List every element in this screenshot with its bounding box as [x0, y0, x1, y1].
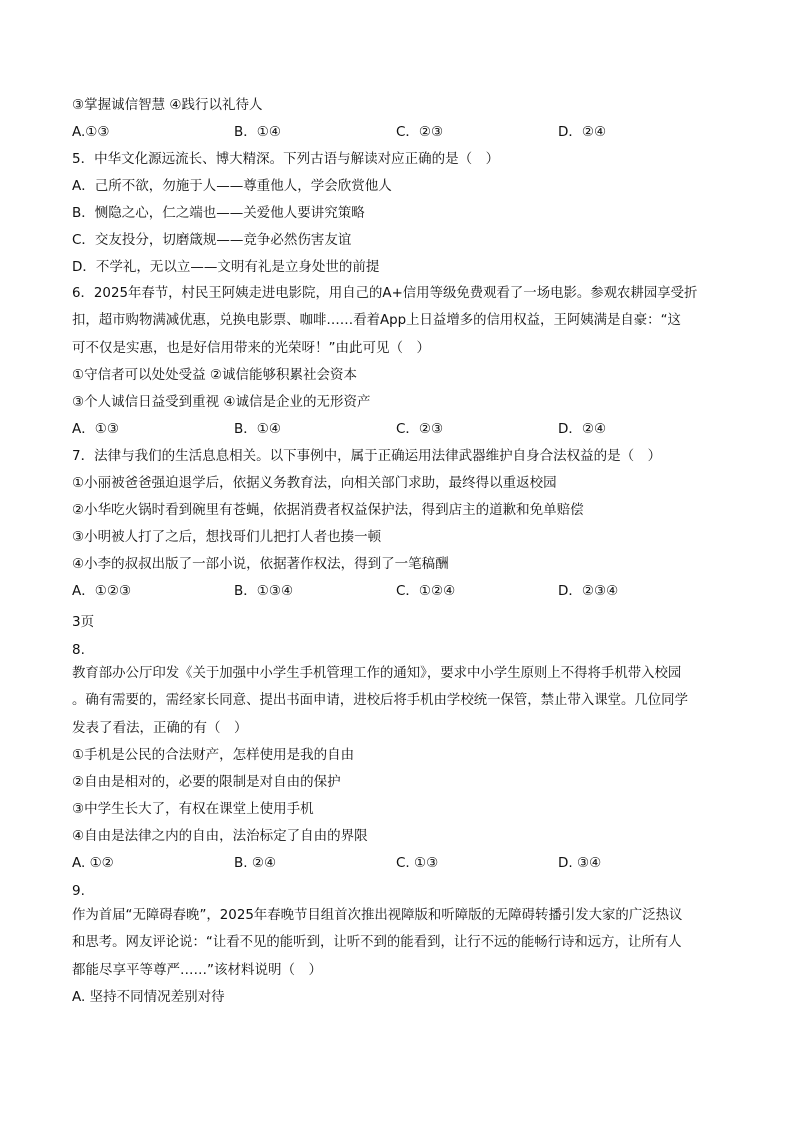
q6-option-a: A．①③	[72, 421, 119, 437]
q7-statement-3: ③小明被人打了之后，想找哥们儿把打人者也揍一顿	[72, 529, 382, 545]
q9-number: 9.	[72, 883, 85, 899]
q8-option-d: D. ③④	[558, 855, 602, 871]
q5-stem: 5．中华文化源远流长、博大精深。下列古语与解读对应正确的是（ ）	[72, 151, 500, 167]
page-marker: 3页	[72, 614, 95, 630]
q8-number: 8.	[72, 642, 85, 658]
q7-stem: 7．法律与我们的生活息息相关。以下事例中，属于正确运用法律武器维护自身合法权益的是（ ）	[72, 448, 662, 464]
q7-statement-4: ④小李的叔叔出版了一部小说，依据著作权法，得到了一笔稿酬	[72, 556, 449, 572]
q5-option-d: D．不学礼，无以立——文明有礼是立身处世的前提	[72, 259, 380, 275]
q6-statements-1: ①守信者可以处处受益 ②诚信能够积累社会资本	[72, 367, 357, 383]
q4-option-b: B．①④	[234, 124, 281, 140]
q8-statement-4: ④自由是法律之内的自由，法治标定了自由的界限	[72, 828, 368, 844]
q7-options	[72, 581, 732, 601]
q8-stem-line-3: 发表了看法，正确的有（ ）	[72, 720, 248, 736]
q9-option-a: A. 坚持不同情况差别对待	[72, 989, 225, 1005]
q7-option-c: C．①②④	[396, 583, 456, 599]
q6-statements-2: ③个人诚信日益受到重视 ④诚信是企业的无形资产	[72, 394, 371, 410]
q4-option-d: D．②④	[558, 124, 607, 140]
q7-option-a: A．①②③	[72, 583, 132, 599]
q7-option-b: B．①③④	[234, 583, 294, 599]
q8-option-c: C. ①③	[396, 855, 439, 871]
q8-option-a: A. ①②	[72, 855, 114, 871]
q8-stem-line-1: 教育部办公厅印发《关于加强中小学生手机管理工作的通知》，要求中小学生原则上不得将手机带入校园	[72, 666, 682, 681]
q5-option-c: C．交友投分，切磨箴规——竞争必然伤害友谊	[72, 232, 352, 248]
q7-statement-2: ②小华吃火锅时看到碗里有苍蝇，依据消费者权益保护法，得到店主的道歉和免单赔偿	[72, 502, 584, 518]
q8-stem-line-2: 。确有需要的，需经家长同意、提出书面申请，进校后将手机由学校统一保管，禁止带入课堂。几位同学	[72, 693, 688, 708]
q6-stem-line-1: 6．2025年春节，村民王阿姨走进电影院，用自己的A+信用等级免费观看了一场电影。参观农耕园享受折	[72, 286, 698, 301]
q8-options	[72, 853, 732, 873]
q6-option-b: B．①④	[234, 421, 281, 437]
q4-option-a: A.①③	[72, 124, 110, 140]
q4-option-c: C．②③	[396, 124, 444, 140]
q6-option-c: C．②③	[396, 421, 444, 437]
q5-option-b: B．恻隐之心，仁之端也——关爱他人要讲究策略	[72, 205, 365, 221]
q7-statement-1: ①小丽被爸爸强迫退学后，依据义务教育法，向相关部门求助，最终得以重返校园	[72, 475, 557, 491]
q8-statement-3: ③中学生长大了，有权在课堂上使用手机	[72, 801, 314, 817]
q8-statement-1: ①手机是公民的合法财产，怎样使用是我的自由	[72, 747, 355, 763]
q7-option-d: D．②③④	[558, 583, 619, 599]
q8-statement-2: ②自由是相对的，必要的限制是对自由的保护	[72, 774, 341, 790]
q9-stem-line-3: 都能尽享平等尊严……”该材料说明（ ）	[72, 962, 322, 978]
q4-options	[72, 122, 732, 142]
q6-options	[72, 419, 732, 439]
q6-stem-line-3: 可不仅是实惠，也是好信用带来的光荣呀！”由此可见（ ）	[72, 340, 430, 356]
q5-option-a: A．己所不欲，勿施于人——尊重他人，学会欣赏他人	[72, 178, 392, 194]
q6-stem-line-2: 扣，超市购物满减优惠，兑换电影票、咖啡……看着App上日益增多的信用权益，王阿姨满是自豪：“这	[72, 313, 681, 328]
q8-option-b: B. ②④	[234, 855, 277, 871]
q9-stem-line-1: 作为首届“无障碍春晚”，2025年春晚节目组首次推出视障版和听障版的无障碍转播引发大家的广泛热议	[72, 908, 683, 923]
q6-option-d: D．②④	[558, 421, 607, 437]
q4-statement-line: ③掌握诚信智慧 ④践行以礼待人	[72, 97, 263, 113]
q9-stem-line-2: 和思考。网友评论说：“让看不见的能听到，让听不到的能看到，让行不远的能畅行诗和远方，让所有人	[72, 935, 682, 950]
